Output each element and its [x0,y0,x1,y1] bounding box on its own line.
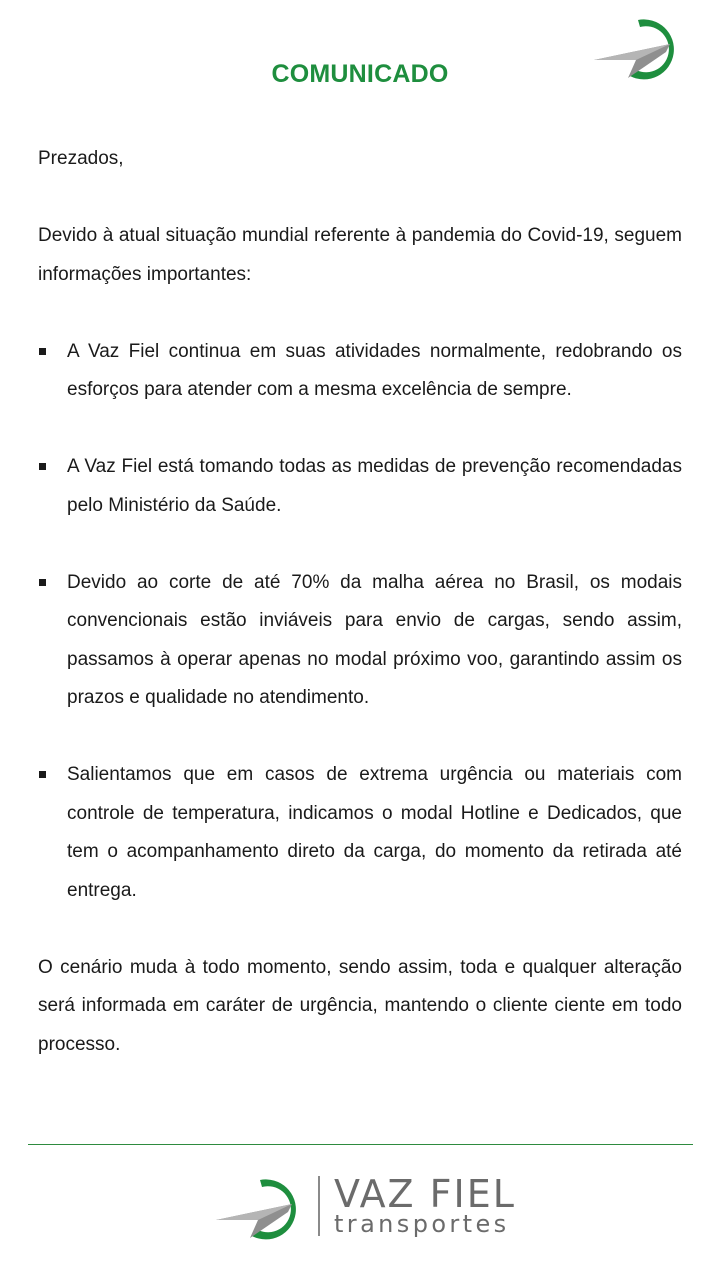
square-bullet-icon [39,579,46,586]
list-item [38,448,682,525]
closing-paragraph: O cenário muda à todo momento, sendo assim, toda e qualquer alteração será informada em caráter de urgência, mantendo o cliente ciente em todo processo. [38,956,682,1055]
brand-tagline: transportes [334,1210,510,1238]
list-item-text: Devido ao corte de até 70% da malha aérea no Brasil, os modais convencionais estão inviáveis para envio de cargas, sendo assim, passamos à operar apenas no modal próximo voo, garantindo assim os prazos e qualidade no atendimento. [67,571,682,708]
greeting: Prezados, [38,148,124,169]
list-item-text: Salientamos que em casos de extrema urgência ou materiais com controle de temperatura, indicamos o modal Hotline e Dedicados, que tem o acompanhamento direto da carga, do momento da retirada até entrega. [67,764,682,901]
square-bullet-icon [39,348,46,355]
bullet-list [38,333,682,911]
brand-separator [318,1176,320,1236]
list-item [38,333,682,410]
footer-divider [28,1144,693,1145]
vaz-fiel-footer-logo-icon [214,1174,306,1240]
list-item [38,756,682,910]
square-bullet-icon [39,771,46,778]
list-item-text: A Vaz Fiel está tomando todas as medidas de prevenção recomendadas pelo Ministério da Saúde. [67,456,682,516]
square-bullet-icon [39,463,46,470]
page-title: COMUNICADO [271,60,449,88]
letter-body [38,140,682,1064]
list-item-text: A Vaz Fiel continua em suas atividades normalmente, redobrando os esforços para atender com a mesma excelência de sempre. [67,340,682,400]
brand-name: VAZ FIEL [334,1172,516,1216]
list-item [38,564,682,718]
intro-paragraph: Devido à atual situação mundial referente à pandemia do Covid-19, seguem informações importantes: [38,225,682,285]
